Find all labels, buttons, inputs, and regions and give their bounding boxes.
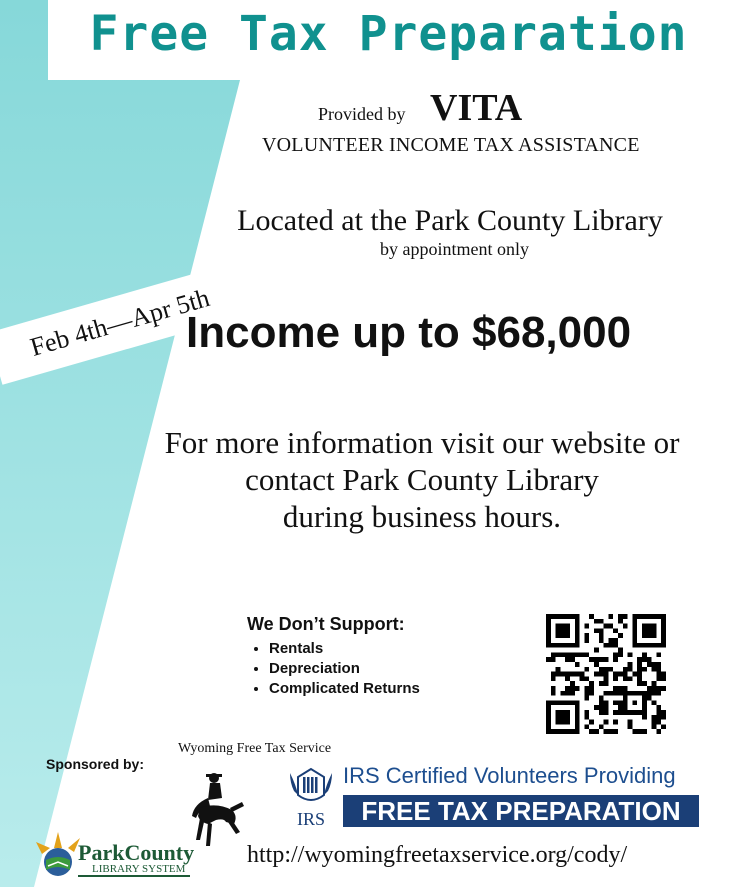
library-logo-main: ParkCounty xyxy=(78,840,195,865)
page-title: Free Tax Preparation xyxy=(89,6,688,62)
list-item: • Depreciation xyxy=(269,659,420,679)
park-county-library-logo xyxy=(34,826,199,881)
wyoming-free-tax-service-label: Wyoming Free Tax Service xyxy=(178,741,332,756)
website-url-link[interactable]: http://wyomingfreetaxservice.org/cody/ xyxy=(247,842,628,868)
not-supported-list xyxy=(247,639,420,699)
qr-code[interactable] xyxy=(546,614,666,734)
not-supported-heading: We Don’t Support: xyxy=(247,614,405,634)
vita-name: VITA xyxy=(430,87,523,129)
sponsored-by-label: Sponsored by: xyxy=(46,756,145,772)
provided-by-label: Provided by xyxy=(318,104,406,124)
irs-certified-line: IRS Certified Volunteers Providing xyxy=(343,763,676,788)
list-item: • Rentals xyxy=(269,639,420,659)
info-paragraph xyxy=(130,424,714,535)
irs-eagle-logo-icon xyxy=(286,765,336,829)
not-supported-section xyxy=(247,614,420,699)
dates-text: Feb 4th—Apr 5th xyxy=(26,283,213,362)
location-text: Located at the Park County Library xyxy=(237,204,663,237)
info-line: during business hours. xyxy=(282,499,562,534)
list-item: • Complicated Returns xyxy=(269,679,420,699)
appointment-note: by appointment only xyxy=(380,239,529,259)
income-limit: Income up to $68,000 xyxy=(186,308,632,357)
info-line: contact Park County Library xyxy=(245,462,599,497)
vita-full-name: VOLUNTEER INCOME TAX ASSISTANCE xyxy=(262,134,640,156)
library-logo-sub: LIBRARY SYSTEM xyxy=(92,863,186,875)
irs-logo-text: IRS xyxy=(296,809,326,829)
info-line: For more information visit our website or xyxy=(164,425,680,460)
irs-free-tax-banner: FREE TAX PREPARATION xyxy=(343,795,699,827)
